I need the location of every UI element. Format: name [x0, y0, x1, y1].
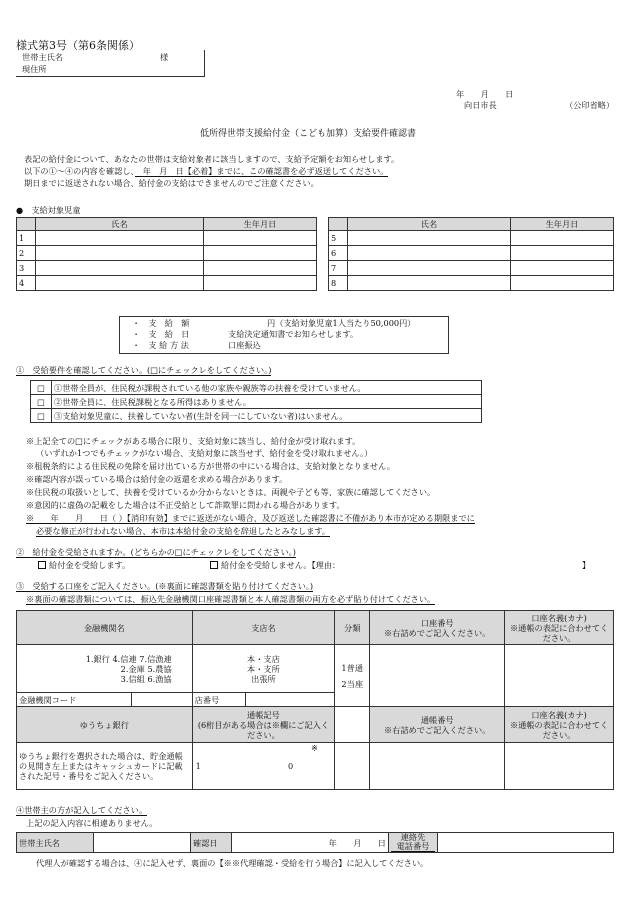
- footer-note: 代理人が確認する場合は、④に記入せず、裏面の【※※代理確認・受給を行う場合】に記入してください。: [36, 858, 429, 868]
- eligibility-checks: [30, 380, 482, 423]
- bank-type-cell[interactable]: 1.銀行 4.信連 7.信漁連 2.金庫 5.農協 3.信組 6.漁協: [17, 645, 193, 693]
- householder-label: 世帯主氏名: [17, 833, 94, 853]
- seal-omitted: （公印省略）: [565, 100, 615, 110]
- check-3-box[interactable]: □: [31, 409, 52, 423]
- bank-code-label: 金融機関コード: [17, 693, 132, 707]
- yucho-holder-input[interactable]: [505, 743, 614, 790]
- branch-code-input[interactable]: [245, 693, 335, 707]
- table-row: 6: [329, 246, 614, 261]
- col-branch: 支店名: [192, 611, 335, 645]
- yucho-symbol-input[interactable]: 1 0 ※: [192, 743, 335, 790]
- section4-line: 上記の記入内容に相違ありません。: [26, 818, 158, 828]
- account-holder-input[interactable]: [505, 645, 614, 707]
- col-yucho-holder: 口座名義(カナ) ※通帳の表記に合わせてください。: [505, 707, 614, 743]
- check-3-label: ③支給対象児童に、扶養していない者(生計を同一にしていない者)はいません。: [52, 409, 482, 423]
- section4-heading: ④世帯主の方が記入してください。: [16, 805, 148, 815]
- note-2: （いずれか1つでもチェックがない場合、支給対象に該当せず、給付金を受け取れません。）: [36, 448, 373, 458]
- issuer: 向日市長: [464, 100, 497, 110]
- account-type-cell[interactable]: 1普通 2当座: [335, 645, 370, 707]
- table-row: 2: [17, 246, 317, 261]
- payment-method-label: ・ 支 給 方 法: [132, 340, 189, 350]
- page-title: 低所得世帯支援給付金（こども加算）支給要件確認書: [200, 129, 417, 139]
- yucho-number-input[interactable]: [370, 743, 505, 790]
- col-account: 口座番号 ※右詰めでご記入ください。: [370, 611, 505, 645]
- confirm-table: [16, 832, 614, 853]
- payment-date-label: ・ 支 給 日: [132, 329, 190, 339]
- table-row: 7: [329, 261, 614, 276]
- col-holder: 口座名義(カナ) ※通帳の表記に合わせてください。: [505, 611, 614, 645]
- header-name-label: 世帯主氏名: [22, 52, 63, 62]
- table-row: 3: [17, 261, 317, 276]
- bank-table: [16, 610, 614, 790]
- branch-type-cell[interactable]: 本・支店 本・支所 出張所: [192, 645, 335, 693]
- children-heading: ● 支給対象児童: [16, 205, 81, 215]
- note-1: ※上記全ての□にチェックがある場合に限り、支給対象に該当し、給付金が受け取れます。: [26, 436, 361, 446]
- receive-option[interactable]: 給付金を受給します。: [38, 560, 130, 570]
- header-address-label: 現住所: [22, 64, 47, 74]
- issue-date: 年 月 日: [456, 89, 514, 99]
- intro-line-1: 表記の給付金について、あなたの世帯は支給対象者に該当しますので、支給予定額をお知らせします。: [24, 154, 400, 164]
- check-2-label: ②世帯全員に、住民税課税となる所得はありません。: [52, 395, 482, 409]
- note-5: ※住民税の取扱いとして、扶養を受けているか分からないときは、両親や子ども等、家族に確認してください。: [26, 487, 436, 497]
- note-6: ※意図的に虚偽の記載をした場合は不正受給として詐欺罪に問われる場合があります。: [26, 500, 345, 510]
- table-row: 8: [329, 276, 614, 291]
- householder-input[interactable]: [94, 833, 191, 853]
- payment-date-value: 支給決定通知書でお知らせします。: [228, 329, 359, 339]
- payment-amount-label: ・ 支 給 額: [132, 318, 190, 328]
- col-number: 通帳番号 ※右詰めでご記入ください。: [370, 707, 505, 743]
- payment-method-value: 口座振込: [228, 340, 261, 350]
- note-8: 必要な修正が行われない場合、本市は本給付金の支給を辞退したとみなします。: [36, 526, 331, 536]
- section3-heading: ③ 受給する口座をご記入ください。(※裏面に確認書類を貼り付けてください。): [16, 581, 314, 591]
- children-table-right: 氏名 生年月日 5 6 7 8: [328, 217, 614, 291]
- check-2-box[interactable]: □: [31, 395, 52, 409]
- check-1-label: ①世帯全員が、住民税が課税されている他の家族や親族等の扶養を受けていません。: [52, 381, 482, 395]
- note-7: ※ 年 月 日（ ）【消印有効】までに返送がない場合、及び返送した確認書に不備があり本市が定める期限までに: [26, 513, 475, 523]
- intro-line-3: 期日までに返送されない場合、給付金の支給はできませんのでご注意ください。: [24, 178, 319, 188]
- confirm-date-label: 確認日: [191, 833, 232, 853]
- decline-reason-close: 】: [582, 560, 591, 570]
- col-symbol: 通帳記号 (6桁目がある場合は※欄にご記入ください。: [192, 707, 335, 743]
- payment-amount-value: 円（支給対象児童1人当たり50,000円）: [267, 318, 416, 328]
- table-row: 4: [17, 276, 317, 291]
- intro-line-2: 以下の①～④の内容を確認し、 年 月 日【必着】までに、この確認書を必ず返送してください。: [24, 166, 389, 176]
- bank-code-input[interactable]: [132, 693, 193, 707]
- yucho-instruction: ゆうちょ銀行を選択された場合は、貯金通帳の見開き左上またはキャッシュカードに記載された記号・番号をご記入ください。: [17, 743, 193, 790]
- section3-note: ※裏面の確認書類については、振込先金融機関口座確認書類と本人確認書類の両方を必ず貼り付けてください。: [26, 594, 436, 604]
- table-row: 5: [329, 231, 614, 246]
- form-number: 様式第3号（第6条関係）: [16, 39, 140, 52]
- children-table-left: 氏名 生年月日 1 2 3 4: [16, 217, 317, 291]
- section2-heading: ② 給付金を受給されますか。(どちらかの□にチェックレをしてください。): [16, 547, 296, 557]
- phone-input[interactable]: [438, 833, 614, 853]
- decline-checkbox[interactable]: [210, 561, 218, 569]
- branch-code-label: 店番号: [192, 693, 245, 707]
- note-4: ※確認内容が誤っている場合は給付金の返還を求める場合があります。: [26, 474, 288, 484]
- receive-checkbox[interactable]: [38, 561, 46, 569]
- col-type: 分類: [335, 611, 370, 645]
- decline-option[interactable]: 給付金を受給しません。【理由：: [210, 560, 340, 570]
- account-number-input[interactable]: [370, 645, 505, 707]
- phone-label: 連絡先 電話番号: [389, 833, 438, 853]
- note-3: ※租税条約による住民税の免除を届け出ている方が世帯の中にいる場合は、支給対象となりません。: [26, 461, 395, 471]
- col-bank: 金融機関名: [17, 611, 193, 645]
- header-honorific: 様: [160, 52, 169, 62]
- confirm-date-input[interactable]: 年 月 日: [232, 833, 389, 853]
- section1-heading: ① 受給要件を確認してください。(□にチェックレをしてください。): [16, 365, 272, 375]
- check-1-box[interactable]: □: [31, 381, 52, 395]
- yucho-label: ゆうちょ銀行: [17, 707, 193, 743]
- table-row: 1: [17, 231, 317, 246]
